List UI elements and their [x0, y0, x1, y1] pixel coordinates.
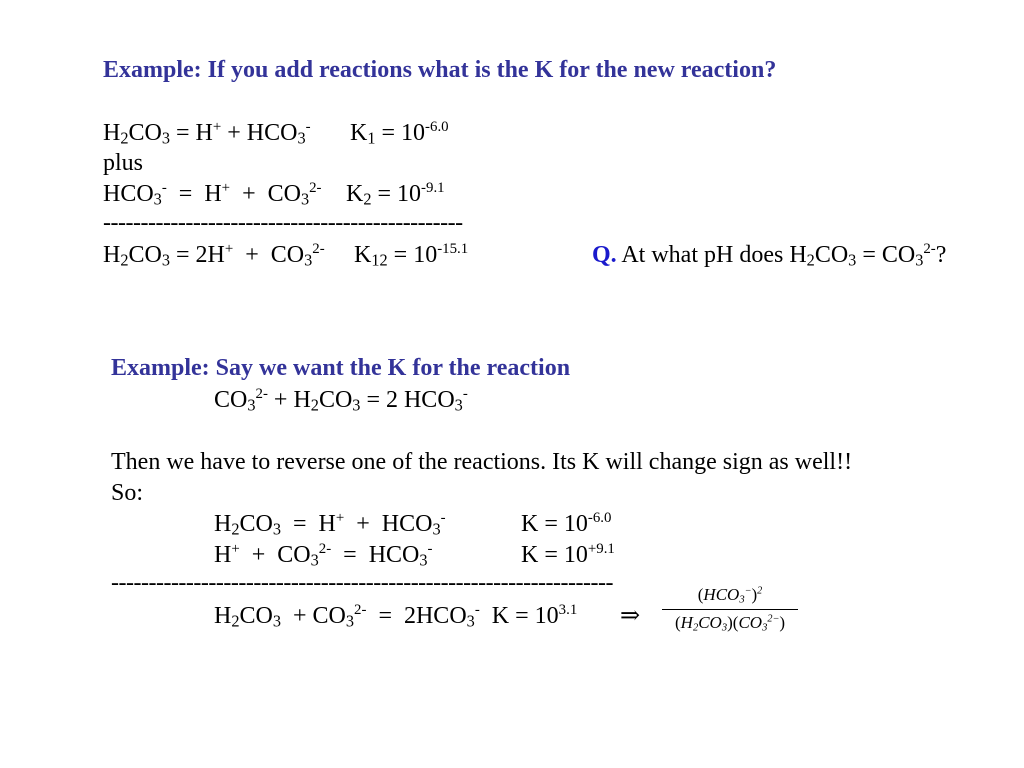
divider-2: -------------------------------------------------------------------: [111, 570, 613, 596]
so-label: So:: [111, 480, 144, 506]
plus-label: plus: [103, 150, 144, 176]
step-1-k: $K = 10^{-6.0}$: [521, 509, 612, 537]
reaction-2-k: $K_2 = 10^{-9.1}$: [346, 179, 445, 209]
fraction-numerator: $(HCO_3^-)^2$: [697, 585, 763, 606]
target-reaction: $CO_3^{2-} + H_2CO_3 = 2$ $HCO_3^-$: [214, 385, 468, 415]
reaction-sum: $H_2CO_3 = 2H^+ + CO_3^{2-}$: [103, 240, 325, 270]
reverse-note: Then we have to reverse one of the reactions. Its K will change sign as well!!: [111, 449, 853, 475]
step-2: $H^+ + CO_3^{2-} = HCO_3^-$: [214, 540, 433, 570]
reaction-sum-k: $K_{12} = 10^{-15.1}$: [354, 240, 469, 270]
reaction-1-k: $K_1 = 10^{-6.0}$: [350, 118, 449, 148]
question-label: Q.: [592, 242, 617, 268]
step-2-k: $K = 10^{+9.1}$: [521, 540, 615, 568]
question: Q. At what pH does $H_2CO_3 = CO_3^{2-}$?: [592, 240, 947, 270]
reaction-2: $HCO_3^- = H^+ + CO_3^{2-}$: [103, 179, 322, 209]
example1-title: Example: If you add reactions what is the K for the new reaction?: [103, 57, 777, 83]
step-sum: $H_2CO_3 + CO_3^{2-} = 2HCO_3^-$ $K = 10^{3.1}$: [214, 601, 578, 631]
step-1: $H_2CO_3 = H^+ + HCO_3^-$: [214, 509, 446, 539]
reaction-1: $H_2CO_3 = H^+ + HCO_3^-$: [103, 118, 311, 148]
implies-arrow-icon: ⇒: [620, 603, 641, 629]
divider-1: ------------------------------------------------: [103, 210, 463, 236]
fraction-denominator: $(H_2CO_3)(CO_3^{2-})$: [675, 613, 785, 634]
example2-title: Example: Say we want the K for the reaction: [111, 355, 571, 381]
k-expression-fraction: [660, 584, 800, 634]
fraction-bar: [662, 609, 798, 610]
